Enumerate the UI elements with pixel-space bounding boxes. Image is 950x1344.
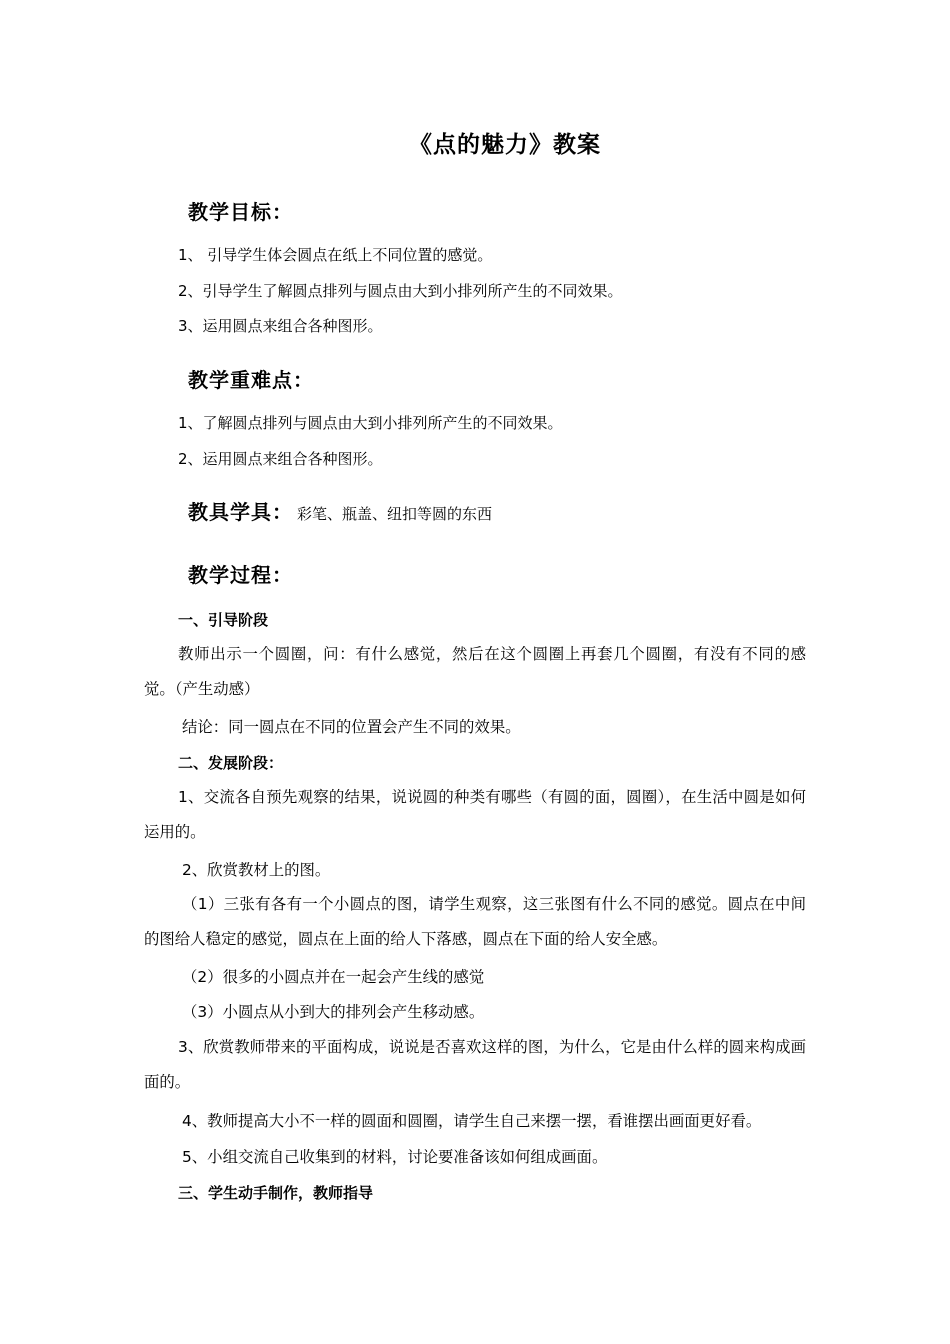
- tools-heading-line: [188, 496, 492, 525]
- stage2-step-3: 3、欣赏教师带来的平面构成，说说是否喜欢这样的图，为什么，它是由什么样的圆来构成画面的。: [144, 1038, 806, 1091]
- stage1-conclusion: 结论：同一圆点在不同的位置会产生不同的效果。: [182, 718, 521, 736]
- stage2-step-2b: （2）很多的小圆点并在一起会产生线的感觉: [182, 968, 485, 986]
- stage2-step-5: 5、小组交流自己收集到的材料，讨论要准备该如何组成画面。: [182, 1148, 608, 1166]
- stage3-title: 三、学生动手制作，教师指导: [178, 1184, 374, 1202]
- stage2-step-2: 2、欣赏教材上的图。: [182, 861, 331, 879]
- process-heading: 教学过程：: [188, 563, 293, 587]
- keypoint-item-1: 1、了解圆点排列与圆点由大到小排列所产生的不同效果。: [178, 414, 563, 432]
- stage2-step-2c: （3）小圆点从小到大的排列会产生移动感。: [182, 1003, 485, 1021]
- stage2-step-4: 4、教师提高大小不一样的圆面和圆圈，请学生自己来摆一摆，看谁摆出画面更好看。: [182, 1112, 762, 1130]
- tools-heading: 教具学具：: [188, 500, 293, 524]
- document-title: 《点的魅力》教案: [409, 132, 601, 158]
- objective-item-1: 1、 引导学生体会圆点在纸上不同位置的感觉。: [178, 246, 493, 264]
- stage2-step-1: 1、交流各自预先观察的结果，说说圆的种类有哪些（有圆的面，圆圈），在生活中圆是如何运用的。: [144, 788, 806, 841]
- keypoint-item-2: 2、运用圆点来组合各种图形。: [178, 450, 383, 468]
- objective-item-3: 3、运用圆点来组合各种图形。: [178, 317, 383, 335]
- tools-text: 彩笔、瓶盖、纽扣等圆的东西: [297, 505, 493, 523]
- stage2-step-2a: （1）三张有各有一个小圆点的图，请学生观察，这三张图有什么不同的感觉。圆点在中间的图给人稳定的感觉，圆点在上面的给人下落感，圆点在下面的给人安全感。: [144, 895, 806, 948]
- stage1-title: 一、引导阶段: [178, 611, 269, 629]
- stage2-title: 二、发展阶段：: [178, 754, 284, 772]
- objectives-heading: 教学目标：: [188, 200, 293, 224]
- objective-item-2: 2、引导学生了解圆点排列与圆点由大到小排列所产生的不同效果。: [178, 282, 623, 300]
- keypoints-heading: 教学重难点：: [188, 368, 314, 392]
- stage1-paragraph-1: 教师出示一个圆圈，问：有什么感觉，然后在这个圆圈上再套几个圆圈，有没有不同的感觉。（产生动感）: [144, 645, 806, 698]
